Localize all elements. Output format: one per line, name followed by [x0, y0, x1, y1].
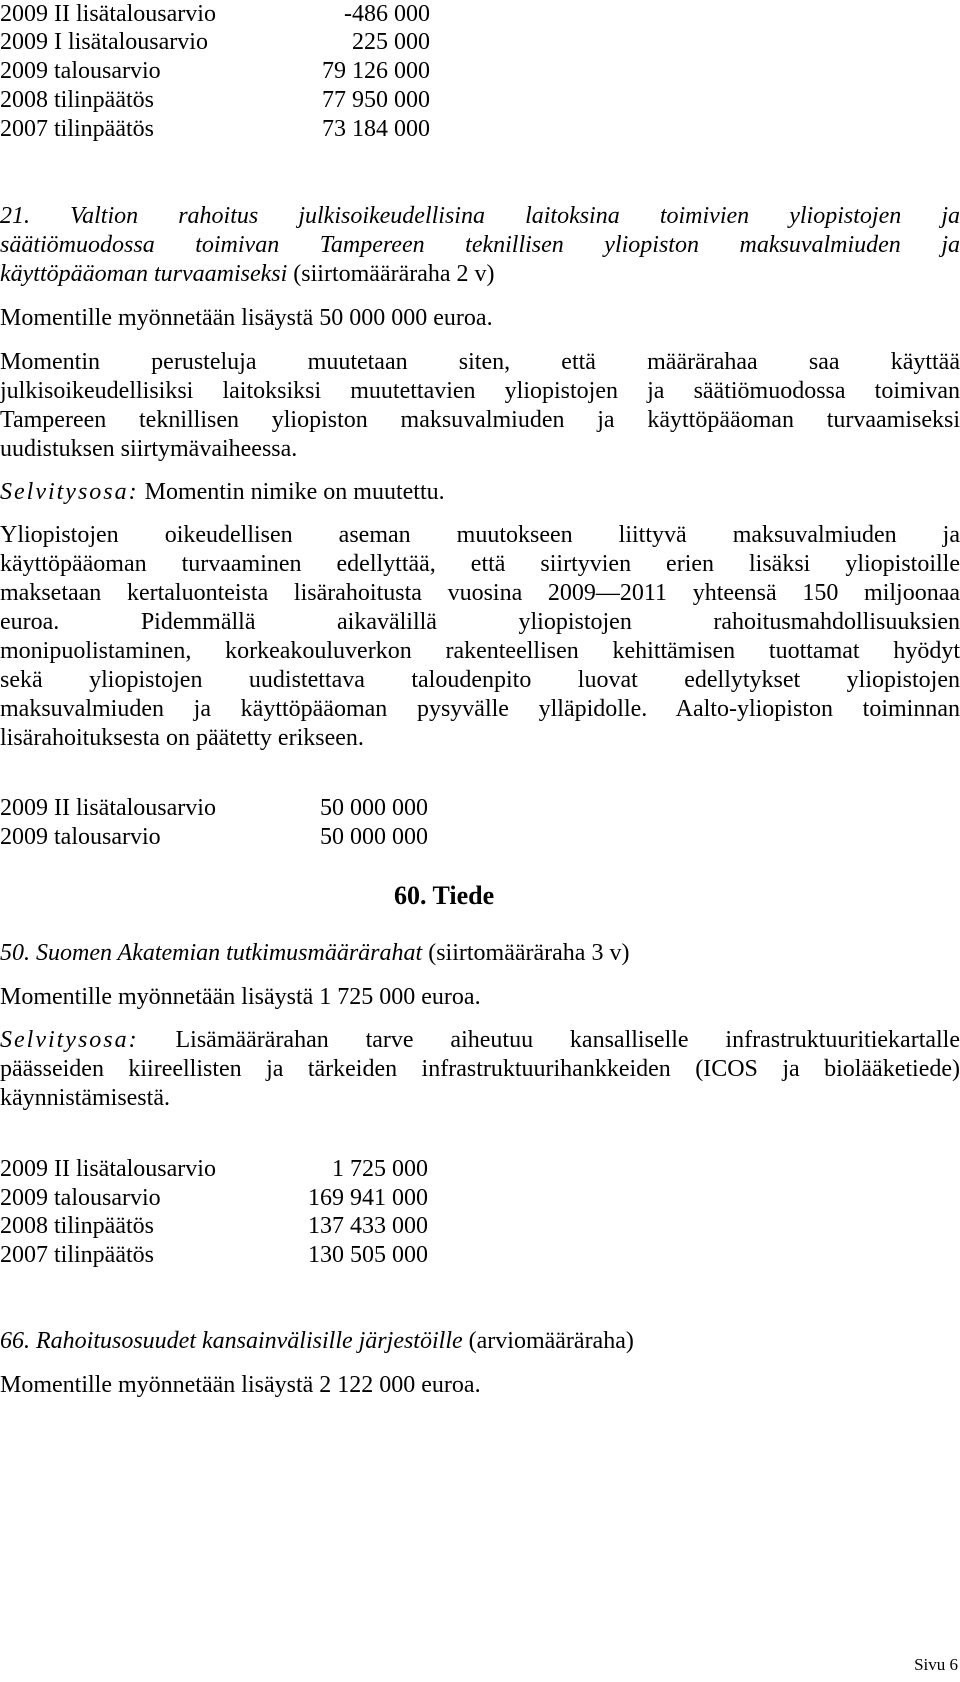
selvitys-text: Momentin nimike on muutettu. — [138, 479, 445, 505]
budget-value: 77 950 000 — [322, 87, 430, 113]
budget-row — [0, 115, 430, 144]
budget-row — [0, 86, 430, 115]
budget-label: 2008 tilinpäätös — [0, 87, 154, 113]
item-21-paragraph-1 — [0, 348, 960, 464]
item-66-heading — [0, 1327, 634, 1356]
heading-italic: käyttöpääoman turvaamiseksi — [0, 261, 288, 287]
paragraph-line: euroa. Pidemmällä aikavälillä yliopistojen rahoitusmahdollisuuksien — [0, 609, 960, 635]
paragraph-line: uudistuksen siirtymävaiheessa. — [0, 436, 298, 462]
item-50-heading — [0, 939, 629, 968]
budget-value: 50 000 000 — [320, 795, 428, 821]
budget-label: 2009 talousarvio — [0, 1185, 161, 1211]
budget-value: 1 725 000 — [332, 1156, 428, 1182]
paragraph-line: Momentin perusteluja muutetaan siten, että määrärahaa saa käyttää — [0, 349, 960, 375]
budget-row — [0, 0, 430, 29]
appropriation-type: (siirtomääräraha 2 v) — [287, 261, 495, 287]
item-50-selvitys — [0, 1026, 960, 1113]
item-21-selvitys — [0, 478, 445, 507]
budget-label: 2008 tilinpäätös — [0, 1213, 154, 1239]
heading-line: 21. Valtion rahoitus julkisoikeudellisina laitoksina toimivien yliopistojen ja — [0, 203, 960, 229]
appropriation-type: (siirtomääräraha 3 v) — [422, 940, 630, 966]
budget-row — [0, 28, 430, 57]
selvitys-line: käynnistämisestä. — [0, 1085, 170, 1111]
selvitys-label: Selvitysosa: — [0, 479, 139, 505]
selvitys-label: Selvitysosa: — [0, 1027, 139, 1053]
budget-row — [0, 1155, 428, 1184]
paragraph-line: käyttöpääoman turvaaminen edellyttää, että siirtyvien erien lisäksi yliopistoille — [0, 551, 960, 577]
budget-value: 73 184 000 — [322, 116, 430, 142]
paragraph-line: Tampereen teknillisen yliopiston maksuvalmiuden ja käyttöpääoman turvaamiseksi — [0, 407, 960, 433]
paragraph-line: maksetaan kertaluonteista lisärahoitusta vuosina 2009—2011 yhteensä 150 miljoonaa — [0, 580, 960, 606]
budget-label: 2009 talousarvio — [0, 824, 161, 850]
paragraph-line: monipuolistaminen, korkeakouluverkon rakenteellisen kehittämisen tuottamat hyödyt — [0, 638, 960, 664]
budget-row — [0, 794, 428, 823]
budget-label: 2009 II lisätalousarvio — [0, 795, 216, 821]
budget-label: 2009 II lisätalousarvio — [0, 1156, 216, 1182]
appropriation-type: (arviomääräraha) — [462, 1328, 634, 1354]
budget-label: 2007 tilinpäätös — [0, 116, 154, 142]
selvitys-line — [0, 1026, 960, 1055]
heading-italic: 66. Rahoitusosuudet kansainvälisille järjestöille — [0, 1328, 463, 1354]
heading-italic: 50. Suomen Akatemian tutkimusmäärärahat — [0, 940, 423, 966]
page-number: Sivu 6 — [914, 1655, 958, 1674]
budget-row — [0, 1241, 428, 1270]
budget-label: 2009 I lisätalousarvio — [0, 29, 208, 55]
budget-row — [0, 57, 430, 86]
budget-label: 2009 II lisätalousarvio — [0, 1, 216, 27]
budget-value: 169 941 000 — [308, 1185, 428, 1211]
selvitys-text: Lisämäärärahan tarve aiheutuu kansalliselle infrastruktuuritiekartalle — [138, 1027, 960, 1053]
budget-value: 137 433 000 — [308, 1213, 428, 1239]
item-21-paragraph-2 — [0, 521, 960, 753]
budget-value: -486 000 — [344, 1, 430, 27]
budget-value: 50 000 000 — [320, 824, 428, 850]
selvitys-line: päässeiden kiireellisten ja tärkeiden infrastruktuurihankkeiden (ICOS ja biolääketiede) — [0, 1056, 960, 1082]
paragraph-line: julkisoikeudellisiksi laitoksiksi muutettavien yliopistojen ja säätiömuodossa toimivan — [0, 378, 960, 404]
paragraph-line: maksuvalmiuden ja käyttöpääoman pysyvälle ylläpidolle. Aalto-yliopiston toiminnan — [0, 696, 960, 722]
heading-line: säätiömuodossa toimivan Tampereen teknillisen yliopiston maksuvalmiuden ja — [0, 232, 960, 258]
item-21-heading — [0, 202, 960, 260]
budget-label: 2007 tilinpäätös — [0, 1242, 154, 1268]
budget-row — [0, 823, 428, 852]
budget-value: 225 000 — [352, 29, 430, 55]
item-21-heading-line3 — [0, 260, 495, 289]
paragraph-line: sekä yliopistojen uudistettava taloudenpito luovat edellytykset yliopistojen — [0, 667, 960, 693]
section-heading: 60. Tiede — [394, 881, 495, 910]
budget-label: 2009 talousarvio — [0, 58, 161, 84]
budget-row — [0, 1212, 428, 1241]
item-66-increase: Momentille myönnetään lisäystä 2 122 000 euroa. — [0, 1372, 481, 1398]
item-21-increase: Momentille myönnetään lisäystä 50 000 000 euroa. — [0, 305, 493, 331]
budget-row — [0, 1184, 428, 1213]
paragraph-line: Yliopistojen oikeudellisen aseman muutokseen liittyvä maksuvalmiuden ja — [0, 522, 960, 548]
paragraph-line: lisärahoituksesta on päätetty erikseen. — [0, 725, 364, 751]
budget-value: 130 505 000 — [308, 1242, 428, 1268]
budget-value: 79 126 000 — [322, 58, 430, 84]
item-50-increase: Momentille myönnetään lisäystä 1 725 000 euroa. — [0, 984, 481, 1010]
